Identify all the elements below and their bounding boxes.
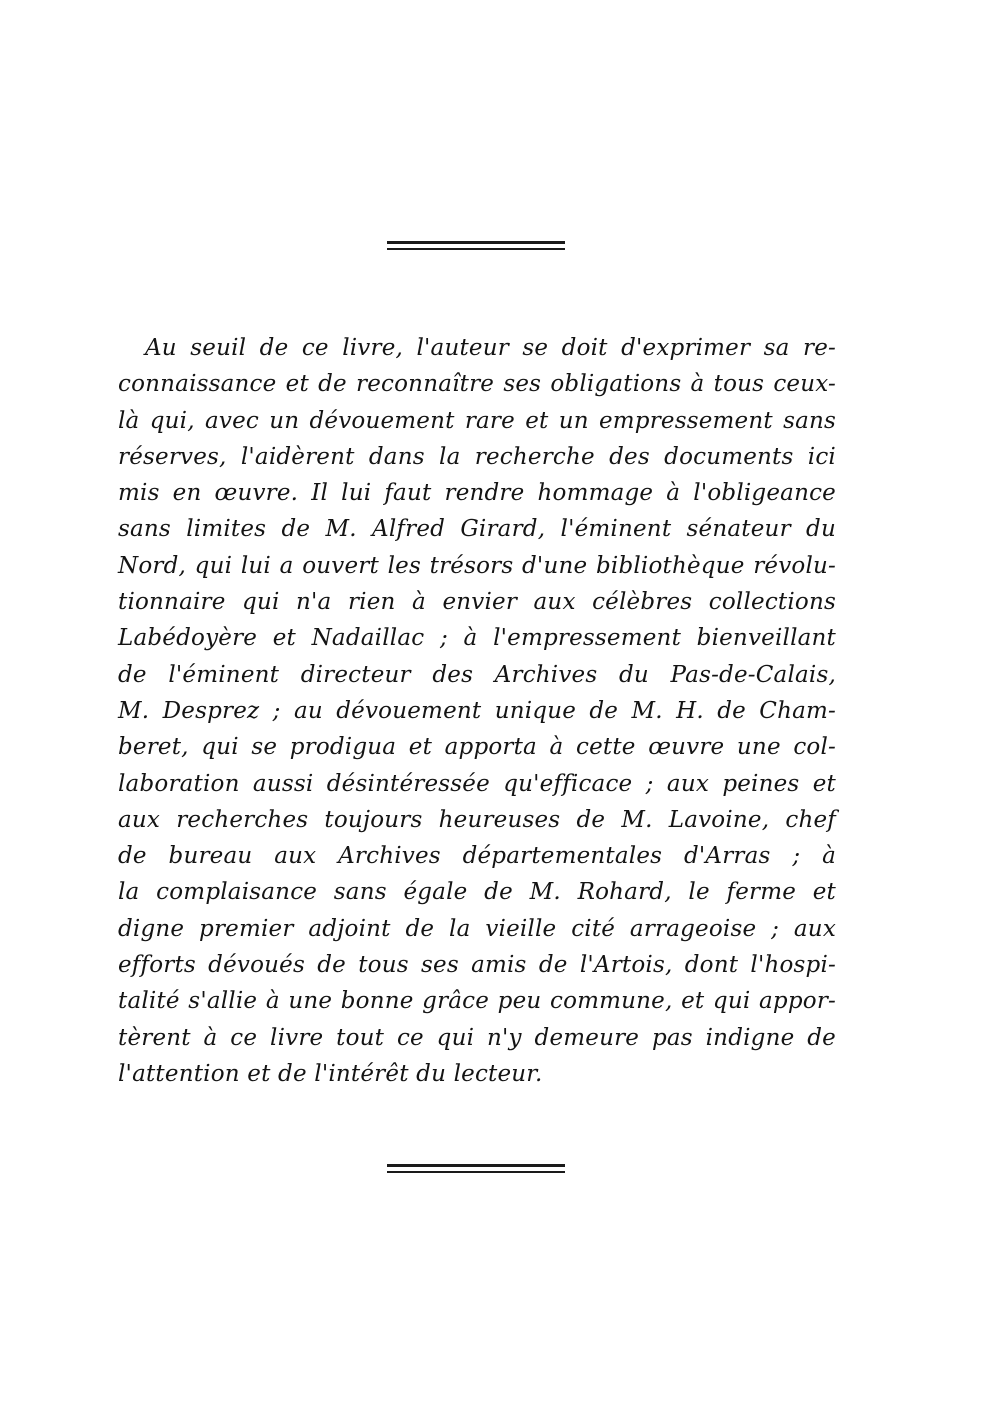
top-rule-thick-line [387,241,565,244]
preface-line: Au seuil de ce livre, l'auteur se doit d'exprimer sa re- [145,335,836,361]
preface-line: là qui, avec un dévouement rare et un empressement sans [118,407,836,434]
preface-line: efforts dévoués de tous ses amis de l'Artois, dont l'hospi- [118,952,836,979]
preface-line: la complaisance sans égale de M. Rohard, le ferme et [118,879,836,906]
preface-line: de l'éminent directeur des Archives du Pas-de-Calais, [118,661,836,688]
preface-line: talité s'allie à une bonne grâce peu commune, et qui appor- [118,988,836,1015]
preface-paragraph [118,330,836,1092]
bottom-rule-thick-line [387,1164,565,1167]
bottom-double-rule [387,1164,565,1174]
preface-line: digne premier adjoint de la vieille cité arrageoise ; aux [118,915,836,942]
preface-line: de bureau aux Archives départementales d'Arras ; à [118,843,836,870]
preface-line: tionnaire qui n'a rien à envier aux célèbres collections [118,589,836,616]
bottom-rule-thin-line [387,1171,565,1173]
top-rule-thin-line [387,248,565,250]
preface-line: Nord, qui lui a ouvert les trésors d'une bibliothèque révolu- [118,552,836,579]
preface-line: réserves, l'aidèrent dans la recherche des documents ici [118,443,836,470]
preface-line: connaissance et de reconnaître ses obligations à tous ceux- [118,371,836,398]
preface-line: beret, qui se prodigua et apporta à cette œuvre une col- [118,734,836,761]
preface-line: laboration aussi désintéressée qu'efficace ; aux peines et [118,770,836,797]
preface-line: mis en œuvre. Il lui faut rendre hommage à l'obligeance [118,480,836,507]
preface-line: Labédoyère et Nadaillac ; à l'empressement bienveillant [118,625,836,652]
preface-line: aux recherches toujours heureuses de M. Lavoine, chef [118,806,836,833]
top-double-rule [387,241,565,251]
preface-line: l'attention et de l'intérêt du lecteur. [118,1060,543,1087]
preface-line: sans limites de M. Alfred Girard, l'éminent sénateur du [118,516,836,543]
preface-line: tèrent à ce livre tout ce qui n'y demeure pas indigne de [118,1024,836,1051]
preface-line: M. Desprez ; au dévouement unique de M. H. de Cham- [118,697,836,724]
